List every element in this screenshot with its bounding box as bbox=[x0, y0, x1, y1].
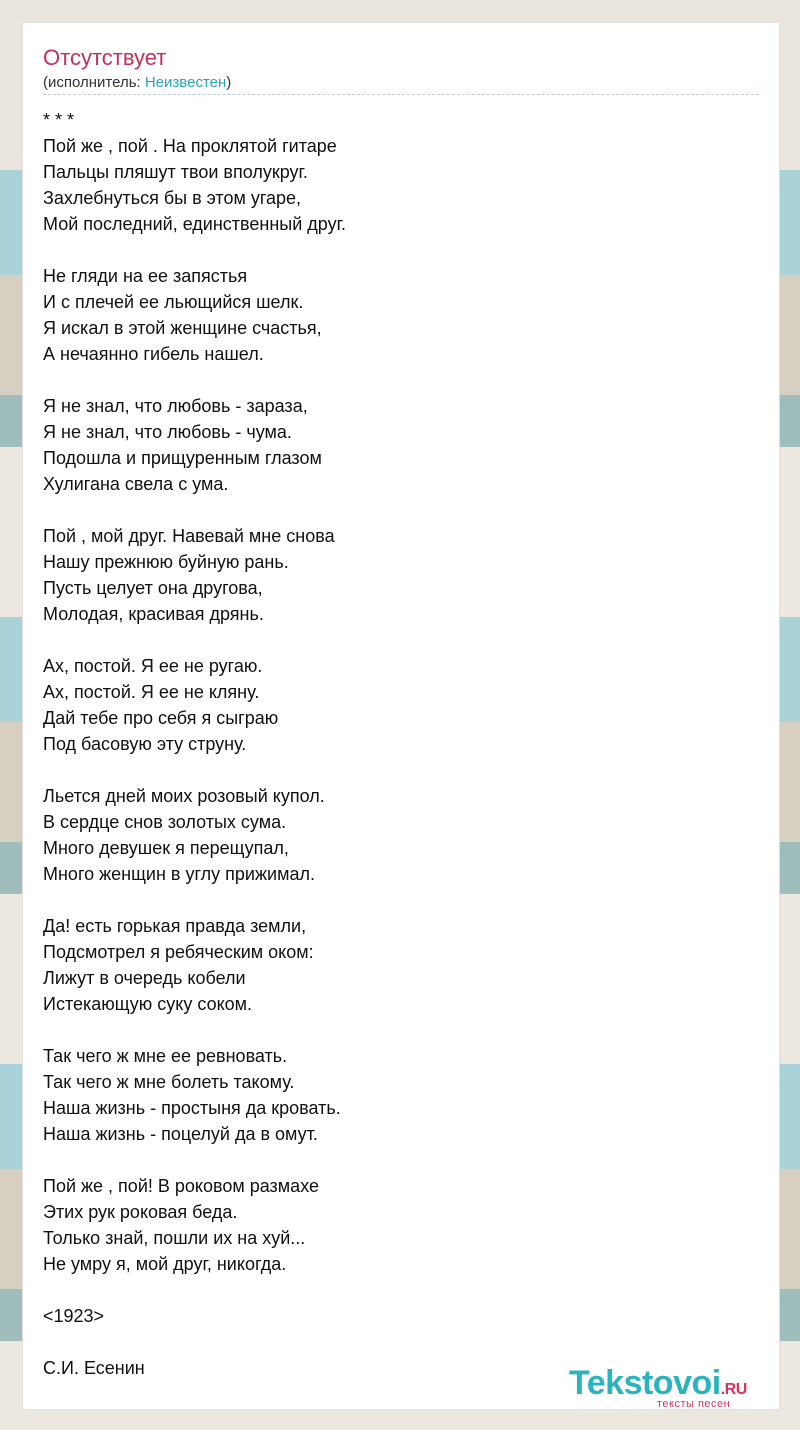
lyric-line: Мой последний, единственный друг. bbox=[43, 214, 346, 234]
logo-domain: .RU bbox=[720, 1381, 747, 1398]
lyric-line: Много девушек я перещупал, bbox=[43, 838, 289, 858]
stanza-break bbox=[43, 1017, 743, 1043]
lyric-line: А нечаянно гибель нашел. bbox=[43, 344, 264, 364]
stanza-break bbox=[43, 367, 743, 393]
lyric-line: Наша жизнь - простыня да кровать. bbox=[43, 1098, 341, 1118]
artist-link[interactable]: Неизвестен bbox=[144, 74, 227, 91]
lyric-line: Ах, постой. Я ее не ругаю. bbox=[43, 656, 263, 676]
stanza-break bbox=[43, 627, 743, 653]
stanza-break bbox=[43, 1329, 743, 1355]
lyric-line: В сердце снов золотых сума. bbox=[43, 812, 287, 832]
divider bbox=[43, 94, 759, 95]
lyric-line: Я не знал, что любовь - зараза, bbox=[43, 396, 308, 416]
lyric-line: Подошла и прищуренным глазом bbox=[43, 448, 322, 468]
lyric-line: И с плечей ее льющийся шелк. bbox=[43, 292, 304, 312]
lyric-line: Ах, постой. Я ее не кляну. bbox=[43, 682, 260, 702]
stanza-break bbox=[43, 237, 743, 263]
lyric-line: Много женщин в углу прижимал. bbox=[43, 864, 315, 884]
stanza-break bbox=[43, 757, 743, 783]
lyric-line: Этих рук роковая беда. bbox=[43, 1202, 238, 1222]
artist-prefix: (исполнитель: bbox=[43, 74, 145, 91]
lyric-line: С.И. Есенин bbox=[43, 1358, 145, 1378]
artist-suffix: ) bbox=[226, 74, 232, 91]
lyric-line: Так чего ж мне болеть такому. bbox=[43, 1072, 295, 1092]
lyric-line: Хулигана свела с ума. bbox=[43, 474, 229, 494]
lyrics-text bbox=[43, 107, 743, 1381]
lyric-line: Не умру я, мой друг, никогда. bbox=[43, 1254, 287, 1274]
lyric-line: Лижут в очередь кобели bbox=[43, 968, 246, 988]
song-title: Отсутствует bbox=[43, 45, 167, 70]
lyric-line: Я не знал, что любовь - чума. bbox=[43, 422, 292, 442]
stanza-break bbox=[43, 887, 743, 913]
lyrics-card bbox=[22, 22, 780, 1410]
lyric-line: Льется дней моих розовый купол. bbox=[43, 786, 325, 806]
lyric-line: Пальцы пляшут твои вполукруг. bbox=[43, 162, 308, 182]
lyric-line: Дай тебе про себя я сыграю bbox=[43, 708, 279, 728]
site-logo[interactable] bbox=[569, 1363, 779, 1413]
lyric-line: Так чего ж мне ее ревновать. bbox=[43, 1046, 288, 1066]
stanza-break bbox=[43, 1277, 743, 1303]
stanza-break bbox=[43, 1147, 743, 1173]
lyric-line: Пой же , пой! В роковом размахе bbox=[43, 1176, 320, 1196]
lyric-line: Не гляди на ее запястья bbox=[43, 266, 248, 286]
lyric-line: * * * bbox=[43, 110, 75, 130]
lyric-line: Только знай, пошли их на хуй... bbox=[43, 1228, 306, 1248]
lyric-line: Захлебнуться бы в этом угаре, bbox=[43, 188, 302, 208]
lyric-line: Подсмотрел я ребяческим оком: bbox=[43, 942, 314, 962]
artist-line bbox=[43, 73, 231, 93]
stanza-break bbox=[43, 497, 743, 523]
lyric-line: Истекающую суку соком. bbox=[43, 994, 253, 1014]
logo-name: Tekstovoi bbox=[569, 1364, 721, 1402]
logo-tagline: тексты песен bbox=[657, 1398, 731, 1410]
lyric-line: Под басовую эту струну. bbox=[43, 734, 247, 754]
lyric-line: Пой же , пой . На проклятой гитаре bbox=[43, 136, 337, 156]
lyric-line: Пой , мой друг. Навевай мне снова bbox=[43, 526, 335, 546]
lyric-line: Нашу прежнюю буйную рань. bbox=[43, 552, 289, 572]
lyric-line: Пусть целует она другова, bbox=[43, 578, 263, 598]
lyric-line: Я искал в этой женщине счастья, bbox=[43, 318, 322, 338]
lyric-line: <1923> bbox=[43, 1306, 105, 1326]
lyric-line: Да! есть горькая правда земли, bbox=[43, 916, 307, 936]
lyric-line: Наша жизнь - поцелуй да в омут. bbox=[43, 1124, 318, 1144]
lyric-line: Молодая, красивая дрянь. bbox=[43, 604, 264, 624]
